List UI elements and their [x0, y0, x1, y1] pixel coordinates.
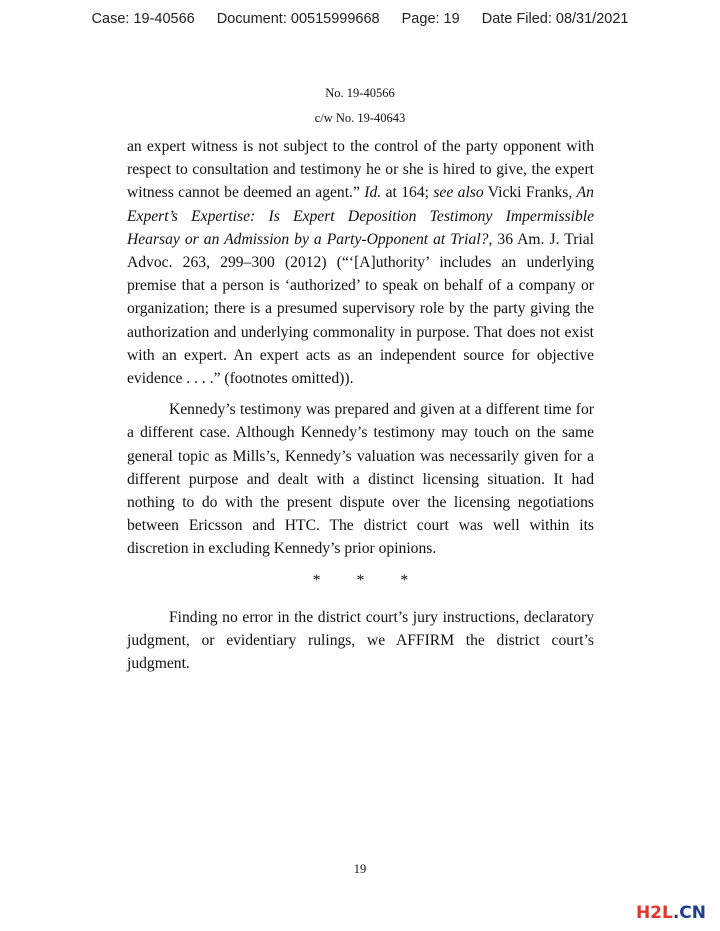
- star: *: [356, 571, 365, 589]
- case-number: No. 19-40566: [325, 86, 395, 100]
- paragraph-2: Kennedy’s testimony was prepared and given at a different time for a different case. Although Kennedy’s testimony may touch on the same general topic as Mills’s, Kennedy’s valuation was necessarily given for a different purpose and dealt with a distinct licensing situation. It had nothing to do with the present dispute over the licensing negotiations between Ericsson and HTC. The district court was well within its discretion in excluding Kennedy’s prior opinions.: [127, 401, 594, 558]
- watermark-logo: [636, 903, 706, 923]
- header-date-filed: Date Filed: 08/31/2021: [481, 11, 629, 27]
- header-document: Document: 00515999668: [216, 11, 380, 27]
- para1-text-5: Vicki Franks,: [483, 184, 577, 202]
- header-case: Case: 19-40566: [91, 11, 195, 27]
- para3-text-1: Finding no error in the district court’s jury instructions, declaratory judgment, or evidentiary rulings, we: [127, 608, 594, 650]
- para3-text-3: the district court’s judgment.: [127, 632, 594, 673]
- para1-text-1: an expert witness is not subject to the control of the party opponent with respect to consultation and testimony he or she is hired to give, the expert witness cannot be deemed an agent.”: [127, 138, 594, 202]
- paragraph-3: [127, 606, 594, 676]
- court-header: [0, 11, 720, 27]
- opinion-body: [127, 135, 594, 675]
- case-number-cw: c/w No. 19-40643: [314, 111, 406, 125]
- article-title: An Expert’s Expertise: Is Expert Deposition Testimony Impermissible Hearsay or an Admission by a Party-Opponent at Trial?: [127, 184, 594, 248]
- citation-id: Id.: [364, 184, 382, 202]
- affirm-word: AFFIRM: [396, 632, 455, 650]
- signal-see-also: see also: [433, 184, 484, 202]
- paragraph-1: [127, 135, 594, 390]
- header-page: Page: 19: [401, 11, 460, 27]
- star: *: [400, 571, 409, 589]
- para1-text-3: at 164;: [381, 184, 434, 202]
- para1-text-7: , 36 Am. J. Trial Advoc. 263, 299–300 (2012) (“‘[A]uthority’ includes an underlying premise that a person is ‘authorized’ to speak on behalf of a company or organization; there is a presumed supervisory role by the party giving the authorization and underlying commonality in purpose. That does not exist with an expert. An expert acts as an independent source for objective evidence . . . .” (footnotes omitted)).: [127, 230, 594, 388]
- watermark-part-b: .CN: [672, 903, 706, 923]
- watermark-part-a: H2L: [635, 903, 673, 923]
- page-number: 19: [353, 862, 367, 876]
- section-break: [127, 569, 594, 592]
- star: *: [312, 571, 321, 589]
